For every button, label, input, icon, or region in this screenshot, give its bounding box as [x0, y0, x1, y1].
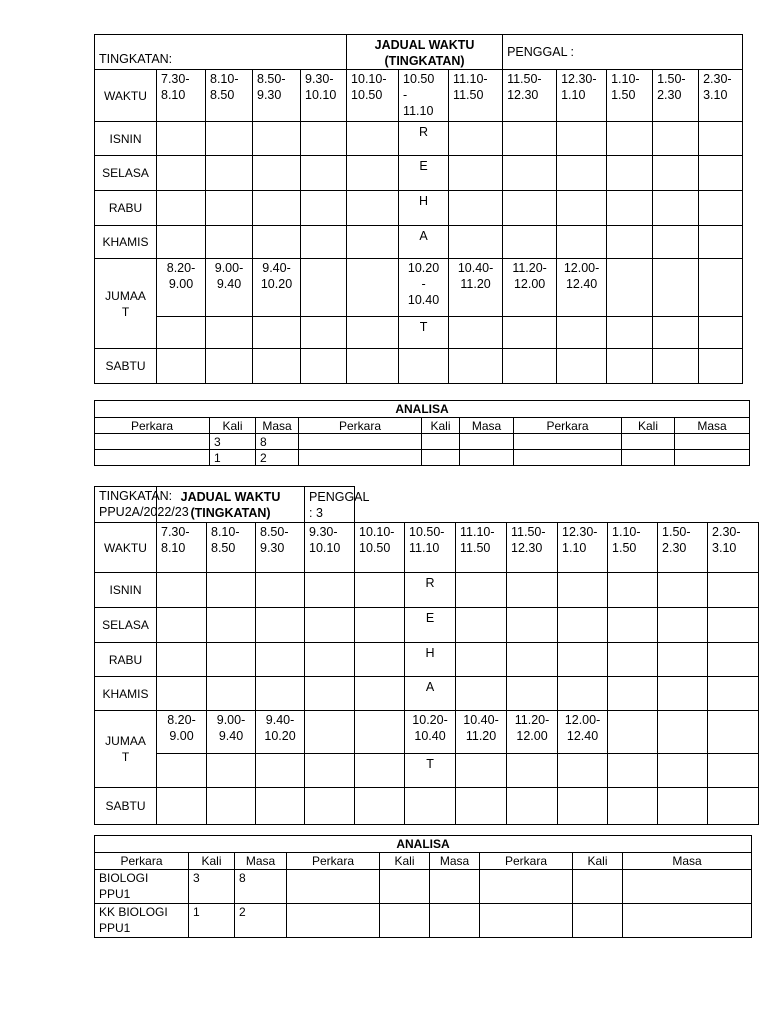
- empty-cell: [557, 122, 607, 156]
- friday-slot: 8.20- 9.00: [157, 259, 206, 317]
- empty-cell: [253, 226, 301, 259]
- rest-letter: T: [399, 317, 449, 349]
- empty-cell: [301, 226, 347, 259]
- analisa-header: Kali: [422, 418, 460, 434]
- friday-slot: 8.20- 9.00: [157, 711, 207, 754]
- day-label: SELASA: [95, 608, 157, 643]
- time-slot: 1.10- 1.50: [608, 523, 658, 573]
- analisa-cell: 2: [256, 450, 299, 466]
- time-slot: 2.30- 3.10: [708, 523, 759, 573]
- analisa-cell: [95, 450, 210, 466]
- empty-cell: [305, 754, 355, 788]
- friday-slot: 12.00- 12.40: [558, 711, 608, 754]
- empty-cell: [607, 191, 653, 226]
- empty-cell: [608, 711, 658, 754]
- empty-cell: [301, 122, 347, 156]
- analisa-cell: 8: [235, 870, 287, 904]
- empty-cell: [456, 788, 507, 825]
- time-slot: 11.10- 11.50: [449, 70, 503, 122]
- analisa1-table: [94, 400, 750, 466]
- empty-cell: [507, 788, 558, 825]
- empty-cell: [456, 643, 507, 677]
- analisa-cell: [622, 434, 675, 450]
- empty-cell: [347, 156, 399, 191]
- empty-cell: [301, 349, 347, 384]
- timetable-title: JADUAL WAKTU (TINGKATAN): [157, 487, 305, 523]
- empty-cell: [207, 573, 256, 608]
- empty-cell: [558, 608, 608, 643]
- empty-cell: [658, 573, 708, 608]
- friday-slot: 10.40- 11.20: [456, 711, 507, 754]
- empty-cell: [708, 711, 759, 754]
- analisa-cell: [480, 870, 573, 904]
- analisa-header: Kali: [573, 853, 623, 870]
- friday-slot: 10.40- 11.20: [449, 259, 503, 317]
- rest-letter: R: [399, 122, 449, 156]
- empty-cell: [456, 677, 507, 711]
- day-label: ISNIN: [95, 573, 157, 608]
- analisa-cell: 1: [189, 904, 235, 938]
- time-slot: 11.10- 11.50: [456, 523, 507, 573]
- empty-cell: [157, 156, 206, 191]
- empty-cell: [253, 122, 301, 156]
- time-slot: 11.50- 12.30: [507, 523, 558, 573]
- empty-cell: [206, 226, 253, 259]
- empty-cell: [253, 156, 301, 191]
- empty-cell: [607, 122, 653, 156]
- empty-cell: [449, 122, 503, 156]
- empty-cell: [206, 317, 253, 349]
- empty-cell: [699, 226, 743, 259]
- analisa-cell: KK BIOLOGI PPU1: [95, 904, 189, 938]
- empty-cell: [503, 156, 557, 191]
- analisa-cell: [430, 870, 480, 904]
- empty-cell: [658, 788, 708, 825]
- analisa-cell: [460, 450, 514, 466]
- empty-cell: [658, 608, 708, 643]
- waktu-label: WAKTU: [95, 523, 157, 573]
- empty-cell: [708, 754, 759, 788]
- empty-cell: [449, 156, 503, 191]
- empty-cell: [305, 711, 355, 754]
- empty-cell: [206, 122, 253, 156]
- analisa-header: Kali: [380, 853, 430, 870]
- empty-cell: [157, 573, 207, 608]
- empty-cell: [708, 573, 759, 608]
- empty-cell: [658, 754, 708, 788]
- analisa-cell: [514, 434, 622, 450]
- empty-cell: [157, 608, 207, 643]
- analisa-cell: [299, 450, 422, 466]
- empty-cell: [355, 608, 405, 643]
- empty-cell: [305, 643, 355, 677]
- analisa-cell: 8: [256, 434, 299, 450]
- empty-cell: [347, 122, 399, 156]
- empty-cell: [607, 259, 653, 317]
- analisa-header: Perkara: [480, 853, 573, 870]
- empty-cell: [653, 156, 699, 191]
- analisa-cell: 3: [189, 870, 235, 904]
- empty-cell: [557, 349, 607, 384]
- rest-letter: H: [399, 191, 449, 226]
- empty-cell: [305, 677, 355, 711]
- time-slot: 7.30- 8.10: [157, 70, 206, 122]
- analisa-header: Perkara: [514, 418, 622, 434]
- empty-cell: [507, 677, 558, 711]
- empty-cell: [708, 608, 759, 643]
- analisa-header: Perkara: [287, 853, 380, 870]
- analisa-header: Masa: [256, 418, 299, 434]
- empty-cell: [253, 317, 301, 349]
- analisa-cell: [380, 904, 430, 938]
- empty-cell: [157, 754, 207, 788]
- empty-cell: [347, 317, 399, 349]
- empty-cell: [207, 788, 256, 825]
- empty-cell: [256, 608, 305, 643]
- analisa-header: Masa: [623, 853, 752, 870]
- empty-cell: [507, 608, 558, 643]
- analisa-cell: [623, 904, 752, 938]
- empty-cell: [608, 608, 658, 643]
- empty-cell: [305, 573, 355, 608]
- rest-letter: A: [405, 677, 456, 711]
- empty-cell: [207, 754, 256, 788]
- empty-cell: [699, 122, 743, 156]
- day-label: RABU: [95, 191, 157, 226]
- empty-cell: [608, 677, 658, 711]
- analisa-cell: [380, 870, 430, 904]
- day-label: JUMAA T: [95, 259, 157, 349]
- empty-cell: [449, 349, 503, 384]
- empty-cell: [607, 226, 653, 259]
- empty-cell: [557, 191, 607, 226]
- day-label: SABTU: [95, 349, 157, 384]
- analisa-cell: BIOLOGI PPU1: [95, 870, 189, 904]
- friday-slot: 9.00- 9.40: [207, 711, 256, 754]
- empty-cell: [699, 191, 743, 226]
- friday-slot: 9.00- 9.40: [206, 259, 253, 317]
- term-label: PENGGAL : 3: [305, 487, 355, 523]
- day-label: JUMAA T: [95, 711, 157, 788]
- time-slot: 12.30- 1.10: [557, 70, 607, 122]
- day-label: KHAMIS: [95, 677, 157, 711]
- empty-cell: [301, 156, 347, 191]
- empty-cell: [607, 156, 653, 191]
- friday-slot: 10.20 - 10.40: [399, 259, 449, 317]
- empty-cell: [653, 259, 699, 317]
- friday-slot: 10.20- 10.40: [405, 711, 456, 754]
- empty-cell: [355, 754, 405, 788]
- empty-cell: [355, 677, 405, 711]
- empty-cell: [207, 677, 256, 711]
- analisa-cell: [622, 450, 675, 466]
- empty-cell: [256, 754, 305, 788]
- empty-cell: [699, 156, 743, 191]
- empty-cell: [607, 349, 653, 384]
- time-slot: 8.50- 9.30: [253, 70, 301, 122]
- empty-cell: [206, 191, 253, 226]
- time-slot: 10.10- 10.50: [347, 70, 399, 122]
- time-slot: 1.50- 2.30: [653, 70, 699, 122]
- empty-cell: [653, 122, 699, 156]
- timetable2-table: [94, 486, 759, 825]
- empty-cell: [708, 677, 759, 711]
- form-label: TINGKATAN:: [95, 35, 347, 70]
- time-slot: 10.10- 10.50: [355, 523, 405, 573]
- empty-cell: [301, 317, 347, 349]
- rest-letter: R: [405, 573, 456, 608]
- day-label: RABU: [95, 643, 157, 677]
- term-label: PENGGAL :: [503, 35, 743, 70]
- analisa-header: Masa: [675, 418, 750, 434]
- empty-cell: [253, 191, 301, 226]
- empty-cell: [658, 677, 708, 711]
- empty-cell: [558, 643, 608, 677]
- empty-cell: [456, 608, 507, 643]
- day-label: KHAMIS: [95, 226, 157, 259]
- time-slot: 2.30- 3.10: [699, 70, 743, 122]
- analisa-header: Masa: [235, 853, 287, 870]
- empty-cell: [206, 156, 253, 191]
- analisa-cell: 2: [235, 904, 287, 938]
- empty-cell: [207, 643, 256, 677]
- empty-cell: [658, 711, 708, 754]
- analisa-header: Masa: [460, 418, 514, 434]
- empty-cell: [503, 122, 557, 156]
- day-label: SELASA: [95, 156, 157, 191]
- empty-cell: [347, 191, 399, 226]
- time-slot: 7.30- 8.10: [157, 523, 207, 573]
- analisa-cell: [422, 450, 460, 466]
- empty-cell: [256, 788, 305, 825]
- friday-slot: 9.40- 10.20: [253, 259, 301, 317]
- empty-cell: [449, 191, 503, 226]
- empty-cell: [456, 754, 507, 788]
- analisa-cell: [675, 434, 750, 450]
- time-slot: 12.30- 1.10: [558, 523, 608, 573]
- empty-cell: [653, 226, 699, 259]
- analisa-cell: [460, 434, 514, 450]
- analisa-cell: [514, 450, 622, 466]
- form-label: TINGKATAN: PPU2A/2022/23: [95, 487, 157, 523]
- empty-cell: [699, 317, 743, 349]
- analisa-cell: 3: [210, 434, 256, 450]
- empty-cell: [708, 788, 759, 825]
- empty-cell: [503, 349, 557, 384]
- analisa-cell: [430, 904, 480, 938]
- analisa-header: Perkara: [95, 418, 210, 434]
- empty-cell: [456, 573, 507, 608]
- time-slot: 8.10- 8.50: [207, 523, 256, 573]
- empty-cell: [157, 677, 207, 711]
- empty-cell: [157, 226, 206, 259]
- time-slot: 9.30- 10.10: [301, 70, 347, 122]
- analisa-cell: [299, 434, 422, 450]
- empty-cell: [347, 259, 399, 317]
- empty-cell: [558, 677, 608, 711]
- empty-cell: [658, 643, 708, 677]
- empty-cell: [558, 788, 608, 825]
- waktu-label: WAKTU: [95, 70, 157, 122]
- empty-cell: [449, 317, 503, 349]
- analisa-header: Perkara: [299, 418, 422, 434]
- analisa-cell: [422, 434, 460, 450]
- rest-letter: E: [399, 156, 449, 191]
- time-slot: 10.50 - 11.10: [399, 70, 449, 122]
- analisa2-table: [94, 835, 752, 938]
- empty-cell: [305, 608, 355, 643]
- empty-cell: [608, 643, 658, 677]
- analisa-cell: [480, 904, 573, 938]
- empty-cell: [503, 317, 557, 349]
- time-slot: 8.10- 8.50: [206, 70, 253, 122]
- timetable-title: JADUAL WAKTU (TINGKATAN): [347, 35, 503, 70]
- analisa-header: Kali: [622, 418, 675, 434]
- empty-cell: [557, 226, 607, 259]
- empty-cell: [557, 156, 607, 191]
- friday-slot: 12.00- 12.40: [557, 259, 607, 317]
- time-slot: 8.50- 9.30: [256, 523, 305, 573]
- analisa-cell: [95, 434, 210, 450]
- empty-cell: [305, 788, 355, 825]
- empty-cell: [157, 349, 206, 384]
- time-slot: 10.50- 11.10: [405, 523, 456, 573]
- empty-cell: [507, 643, 558, 677]
- analisa-cell: [287, 870, 380, 904]
- empty-cell: [347, 226, 399, 259]
- empty-cell: [503, 191, 557, 226]
- empty-cell: [355, 643, 405, 677]
- empty-cell: [253, 349, 301, 384]
- empty-cell: [653, 317, 699, 349]
- empty-cell: [653, 349, 699, 384]
- empty-cell: [608, 754, 658, 788]
- time-slot: 1.10- 1.50: [607, 70, 653, 122]
- rest-letter: H: [405, 643, 456, 677]
- analisa-title: ANALISA: [95, 401, 750, 418]
- empty-cell: [157, 191, 206, 226]
- time-slot: 11.50- 12.30: [503, 70, 557, 122]
- analisa-cell: [573, 870, 623, 904]
- analisa-header: Kali: [189, 853, 235, 870]
- empty-cell: [653, 191, 699, 226]
- empty-cell: [503, 226, 557, 259]
- day-label: SABTU: [95, 788, 157, 825]
- empty-cell: [157, 643, 207, 677]
- time-slot: 1.50- 2.30: [658, 523, 708, 573]
- analisa-cell: [675, 450, 750, 466]
- analisa-cell: [573, 904, 623, 938]
- analisa-cell: 1: [210, 450, 256, 466]
- empty-cell: [557, 317, 607, 349]
- analisa-cell: [287, 904, 380, 938]
- empty-cell: [699, 259, 743, 317]
- empty-cell: [558, 754, 608, 788]
- rest-letter: E: [405, 608, 456, 643]
- empty-cell: [355, 788, 405, 825]
- empty-cell: [699, 349, 743, 384]
- empty-cell: [355, 573, 405, 608]
- empty-cell: [558, 573, 608, 608]
- day-label: ISNIN: [95, 122, 157, 156]
- empty-cell: [207, 608, 256, 643]
- empty-cell: [206, 349, 253, 384]
- friday-slot: 11.20- 12.00: [503, 259, 557, 317]
- analisa-header: Masa: [430, 853, 480, 870]
- empty-cell: [507, 573, 558, 608]
- empty-cell: [608, 788, 658, 825]
- empty-cell: [256, 573, 305, 608]
- friday-slot: 9.40- 10.20: [256, 711, 305, 754]
- empty-cell: [399, 349, 449, 384]
- empty-cell: [256, 643, 305, 677]
- empty-cell: [157, 122, 206, 156]
- time-slot: 9.30- 10.10: [305, 523, 355, 573]
- friday-slot: 11.20- 12.00: [507, 711, 558, 754]
- empty-cell: [608, 573, 658, 608]
- empty-cell: [607, 317, 653, 349]
- empty-cell: [405, 788, 456, 825]
- empty-cell: [355, 711, 405, 754]
- analisa-title: ANALISA: [95, 836, 752, 853]
- rest-letter: A: [399, 226, 449, 259]
- empty-cell: [301, 191, 347, 226]
- empty-cell: [449, 226, 503, 259]
- empty-cell: [507, 754, 558, 788]
- empty-cell: [256, 677, 305, 711]
- analisa-header: Kali: [210, 418, 256, 434]
- empty-cell: [157, 317, 206, 349]
- empty-cell: [708, 643, 759, 677]
- empty-cell: [157, 788, 207, 825]
- rest-letter: T: [405, 754, 456, 788]
- analisa-cell: [623, 870, 752, 904]
- analisa-header: Perkara: [95, 853, 189, 870]
- timetable1-table: [94, 34, 743, 384]
- empty-cell: [347, 349, 399, 384]
- empty-cell: [301, 259, 347, 317]
